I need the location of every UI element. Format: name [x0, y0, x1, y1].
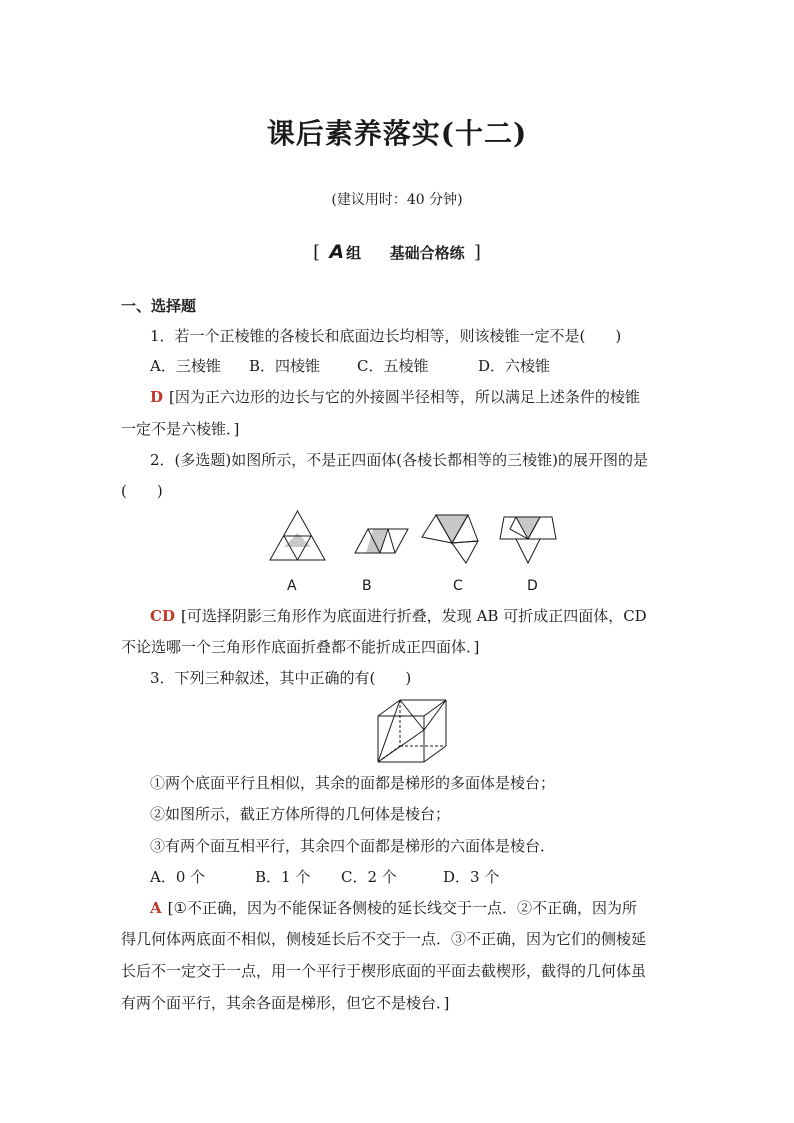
- q2-answer: CD: [150, 607, 175, 625]
- group-header: [0, 241, 794, 263]
- net-c-figure: [422, 515, 478, 563]
- q1-answer: D: [150, 388, 164, 406]
- q3-option-c: C．2 个: [341, 868, 397, 886]
- q3-option-b: B．1 个: [255, 868, 311, 886]
- q3-option-a: A．0 个: [150, 868, 206, 886]
- net-d-figure: [500, 517, 556, 563]
- net-a-figure: [270, 511, 325, 560]
- section-heading: 一、选择题: [121, 297, 197, 315]
- q3-cube-figure: [370, 696, 450, 766]
- q3-option-d: D．3 个: [443, 868, 500, 886]
- q2-explanation-line-2: 不论选哪一个三角形作底面折叠都不能折成正四面体．]: [121, 638, 480, 656]
- group-suffix: 组: [346, 244, 362, 262]
- q3-stem: 3．下列三种叙述，其中正确的有( ): [150, 669, 412, 687]
- net-d-label: D: [527, 578, 538, 594]
- q3-options: [150, 867, 675, 887]
- q2-explain-text-1: [可选择阴影三角形作为底面进行折叠，发现 AB 可折成正四面体，CD: [180, 607, 647, 625]
- q2-explanation-line-1: [150, 606, 675, 626]
- q3-explanation-line-4: 有两个面平行，其余各面是梯形，但它不是棱台．]: [121, 994, 450, 1012]
- group-close-bracket: ]: [473, 242, 481, 263]
- group-name: 基础合格练: [389, 244, 465, 262]
- q3-explanation-line-2: 得几何体两底面不相似，侧棱延长后不交于一点．③不正确，因为它们的侧棱延: [121, 930, 647, 948]
- q1-options: [150, 356, 675, 376]
- net-c-label: C: [453, 578, 463, 594]
- net-a-label: A: [287, 578, 297, 594]
- group-open-bracket: [: [313, 242, 321, 263]
- q3-explanation-line-1: [150, 898, 675, 918]
- net-b-label: B: [362, 578, 372, 594]
- q1-option-d: D．六棱锥: [478, 357, 551, 375]
- q3-explanation-line-3: 长后不一定交于一点，用一个平行于楔形底面的平面去截楔形，截得的几何体虽: [121, 962, 647, 980]
- q3-explain-text-1: [①不正确，因为不能保证各侧棱的延长线交于一点．②不正确，因为所: [167, 899, 637, 917]
- q1-explanation-line-1: [150, 387, 675, 407]
- q3-statement-1: ①两个底面平行且相似，其余的面都是梯形的多面体是棱台；: [150, 774, 556, 792]
- q1-stem: 1．若一个正棱锥的各棱长和底面边长均相等，则该棱锥一定不是( ): [150, 327, 622, 345]
- group-letter: A: [329, 241, 345, 263]
- q2-net-figures: [260, 505, 560, 575]
- q1-explanation-line-2: 一定不是六棱锥．]: [121, 420, 240, 438]
- suggested-time-note: (建议用时：40 分钟): [331, 192, 463, 208]
- q3-statement-3: ③有两个面互相平行，其余四个面都是梯形的六面体是棱台．: [150, 837, 556, 855]
- q2-stem-line-1: 2．(多选题)如图所示，不是正四面体(各棱长都相等的三棱锥)的展开图的是: [150, 451, 648, 469]
- q3-statement-2: ②如图所示，截正方体所得的几何体是棱台；: [150, 805, 451, 823]
- q1-option-b: B．四棱锥: [249, 357, 321, 375]
- q1-option-c: C．五棱锥: [357, 357, 429, 375]
- page-title: 课后素养落实(十二): [266, 117, 528, 150]
- q3-answer: A: [150, 899, 162, 917]
- net-b-figure: [355, 529, 408, 553]
- q1-option-a: A．三棱锥: [150, 357, 221, 375]
- q1-explain-text-1: [因为正六边形的边长与它的外接圆半径相等，所以满足上述条件的棱锥: [169, 388, 640, 406]
- q2-stem-line-2: ( ): [121, 482, 163, 500]
